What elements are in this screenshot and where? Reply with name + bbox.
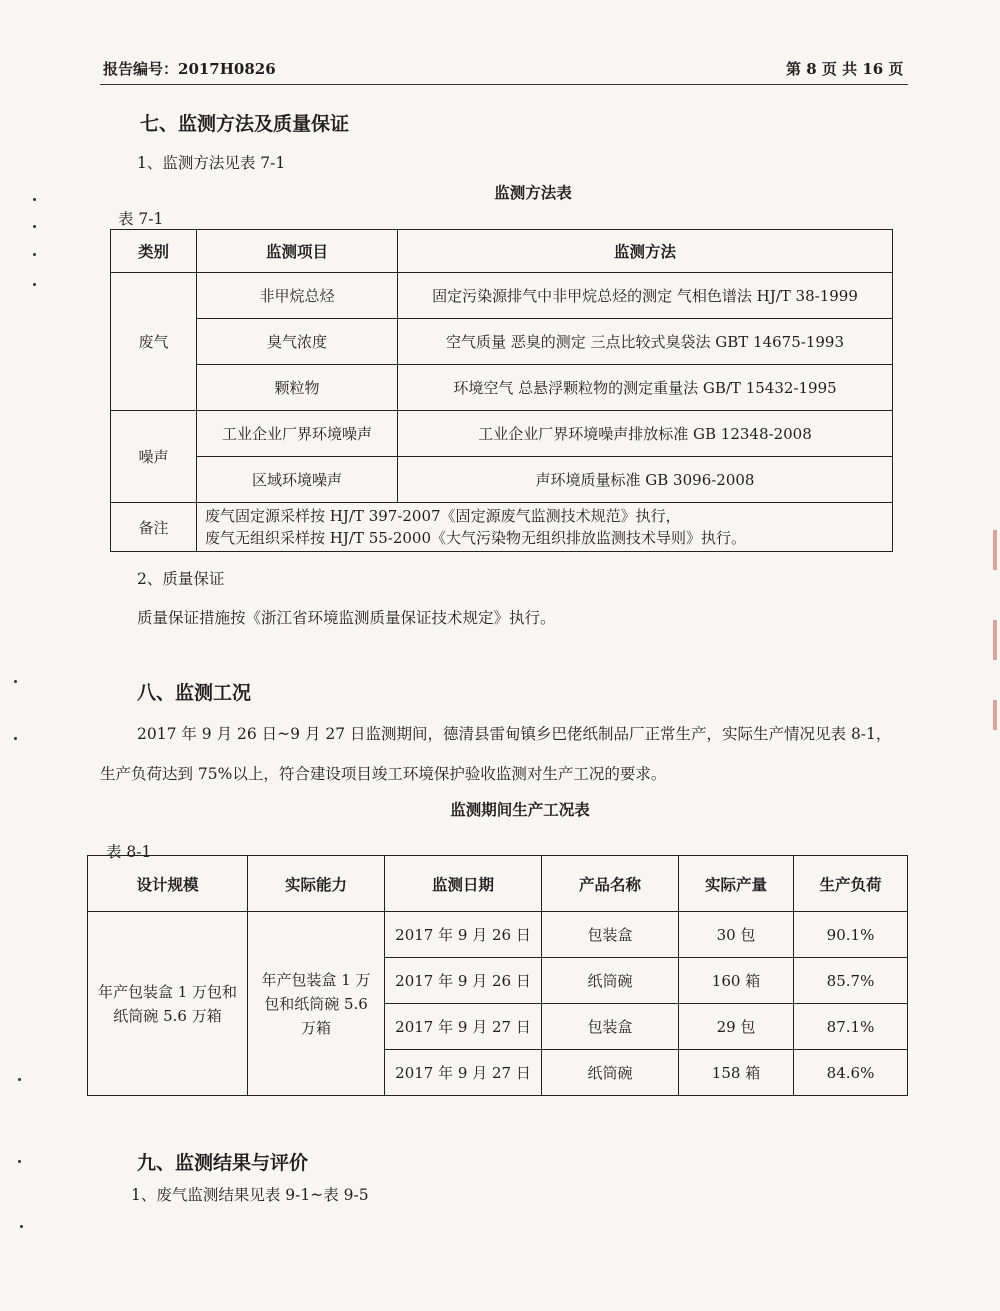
remark-line: 废气无组织采样按 HJ/T 55-2000《大气污染物无组织排放监测技术导则》执行。	[205, 529, 747, 547]
scan-speck	[20, 1225, 23, 1228]
table81-header-output: 实际产量	[679, 856, 794, 912]
table-row	[111, 457, 893, 503]
table81-header-load: 生产负荷	[794, 856, 908, 912]
date-cell: 2017 年 9 月 26 日	[385, 958, 542, 1004]
item-cell: 臭气浓度	[197, 319, 398, 365]
item-cell: 非甲烷总烃	[197, 273, 398, 319]
table-row	[111, 411, 893, 457]
product-cell: 纸筒碗	[542, 1050, 679, 1096]
table81-header-product: 产品名称	[542, 856, 679, 912]
table71-header-category: 类别	[111, 230, 197, 273]
date-cell: 2017 年 9 月 27 日	[385, 1004, 542, 1050]
load-cell: 85.7%	[794, 958, 908, 1004]
product-cell: 包装盒	[542, 1004, 679, 1050]
item-cell: 区域环境噪声	[197, 457, 398, 503]
load-cell: 87.1%	[794, 1004, 908, 1050]
scan-speck	[14, 680, 17, 683]
table-row	[111, 365, 893, 411]
product-cell: 纸筒碗	[542, 958, 679, 1004]
table81-label: 表 8-1	[106, 843, 152, 861]
monitoring-method-table	[110, 229, 893, 552]
page-info: 第 8 页 共 16 页	[786, 60, 904, 78]
table71-label: 表 7-1	[118, 210, 164, 228]
category-cell: 噪声	[111, 411, 197, 503]
red-stamp-edge	[993, 620, 997, 660]
method-cell: 固定污染源排气中非甲烷总烃的测定 气相色谱法 HJ/T 38-1999	[398, 273, 893, 319]
scan-speck	[14, 737, 17, 740]
method-cell: 声环境质量标准 GB 3096-2008	[398, 457, 893, 503]
table71-header-method: 监测方法	[398, 230, 893, 273]
scan-speck	[33, 253, 36, 256]
category-cell: 废气	[111, 273, 197, 411]
actual-capacity-cell: 年产包装盒 1 万包和纸筒碗 5.6 万箱	[248, 912, 385, 1096]
table81-header-design: 设计规模	[88, 856, 248, 912]
scan-speck	[18, 1078, 21, 1081]
item-cell: 颗粒物	[197, 365, 398, 411]
red-stamp-edge	[993, 700, 997, 730]
section8-paragraph-line1: 2017 年 9 月 26 日~9 月 27 日监测期间，德清县雷甸镇乡巴佬纸制品厂正常生产，实际生产情况见表 8-1，	[137, 725, 892, 743]
output-cell: 30 包	[679, 912, 794, 958]
remark-line: 废气固定源采样按 HJ/T 397-2007《固定源废气监测技术规范》执行，	[205, 507, 681, 525]
report-number: 报告编号：2017H0826	[103, 60, 276, 78]
product-cell: 包装盒	[542, 912, 679, 958]
table71-caption: 监测方法表	[494, 183, 572, 202]
table-row	[111, 319, 893, 365]
section8-title: 八、监测工况	[137, 682, 252, 704]
table81-header-date: 监测日期	[385, 856, 542, 912]
table71-header-item: 监测项目	[197, 230, 398, 273]
scan-speck	[33, 198, 36, 201]
section7-item2: 2、质量保证	[137, 570, 225, 588]
load-cell: 84.6%	[794, 1050, 908, 1096]
section9-item1: 1、废气监测结果见表 9-1~表 9-5	[131, 1186, 369, 1204]
date-cell: 2017 年 9 月 26 日	[385, 912, 542, 958]
section8-paragraph-line2: 生产负荷达到 75%以上，符合建设项目竣工环境保护验收监测对生产工况的要求。	[100, 765, 667, 783]
scan-speck	[18, 1160, 21, 1163]
output-cell: 160 箱	[679, 958, 794, 1004]
load-cell: 90.1%	[794, 912, 908, 958]
remark-text-cell	[197, 503, 893, 552]
section7-item1: 1、监测方法见表 7-1	[137, 154, 286, 172]
method-cell: 工业企业厂界环境噪声排放标准 GB 12348-2008	[398, 411, 893, 457]
table81-caption: 监测期间生产工况表	[450, 800, 590, 819]
header-rule	[100, 84, 908, 85]
item-cell: 工业企业厂界环境噪声	[197, 411, 398, 457]
output-cell: 29 包	[679, 1004, 794, 1050]
date-cell: 2017 年 9 月 27 日	[385, 1050, 542, 1096]
red-stamp-edge	[993, 530, 997, 570]
table81-header-capacity: 实际能力	[248, 856, 385, 912]
table-row	[88, 912, 908, 958]
output-cell: 158 箱	[679, 1050, 794, 1096]
method-cell: 环境空气 总悬浮颗粒物的测定重量法 GB/T 15432-1995	[398, 365, 893, 411]
remark-label-cell: 备注	[111, 503, 197, 552]
table-row	[111, 273, 893, 319]
scan-speck	[33, 283, 36, 286]
section9-title: 九、监测结果与评价	[137, 1152, 309, 1174]
method-cell: 空气质量 恶臭的测定 三点比较式臭袋法 GBT 14675-1993	[398, 319, 893, 365]
scan-speck	[33, 225, 36, 228]
design-scale-cell: 年产包装盒 1 万包和纸筒碗 5.6 万箱	[88, 912, 248, 1096]
production-condition-table	[87, 855, 908, 1096]
section7-title: 七、监测方法及质量保证	[140, 113, 350, 135]
qa-text: 质量保证措施按《浙江省环境监测质量保证技术规定》执行。	[137, 609, 556, 627]
table-row	[111, 503, 893, 552]
